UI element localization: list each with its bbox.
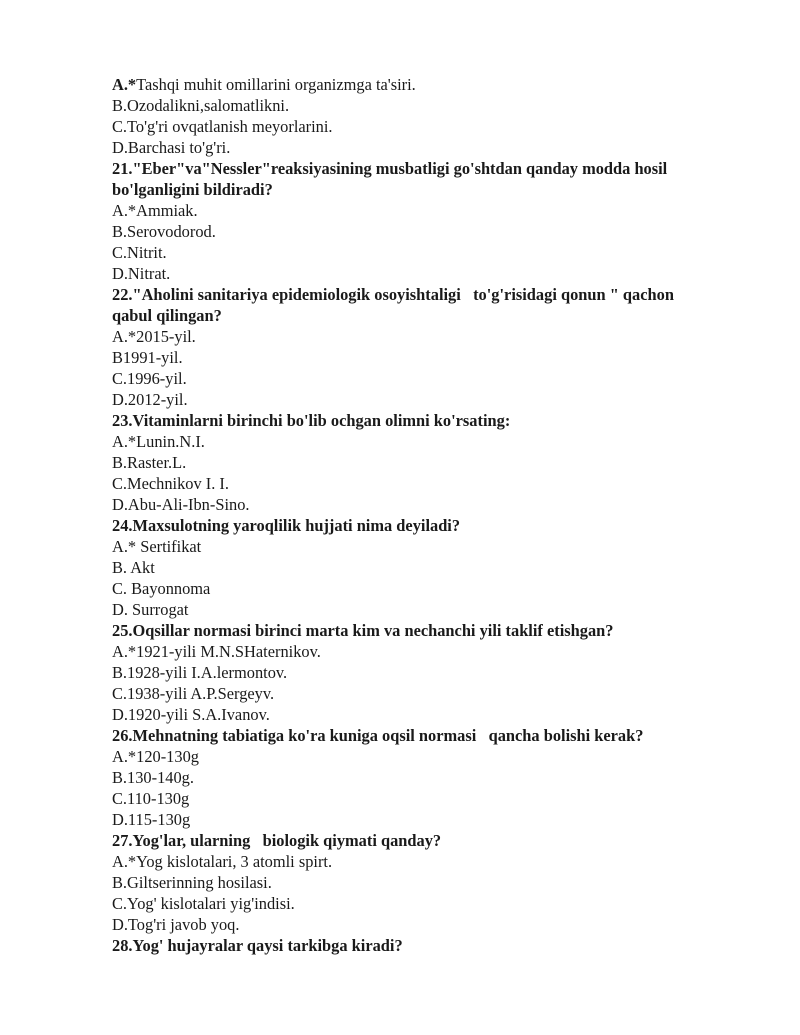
question-list bbox=[112, 74, 760, 956]
question-text: 21."Eber"va"Nessler"reaksiyasining musbatligi go'shtdan qanday modda hosil bbox=[112, 159, 668, 178]
answer-option: A.*Lunin.N.I. bbox=[112, 432, 205, 451]
answer-option: B1991-yil. bbox=[112, 348, 183, 367]
answer-option: C.1938-yili A.P.Sergeyv. bbox=[112, 684, 275, 703]
question-text: 28.Yog' hujayralar qaysi tarkibga kiradi? bbox=[112, 936, 403, 955]
answer-option: B.Serovodorod. bbox=[112, 222, 216, 241]
question-text: bo'lganligini bildiradi? bbox=[112, 180, 273, 199]
answer-option: A.* Sertifikat bbox=[112, 537, 202, 556]
answer-option: A.*Ammiak. bbox=[112, 201, 198, 220]
answer-option: B.130-140g. bbox=[112, 768, 194, 787]
answer-option: D.Barchasi to'g'ri. bbox=[112, 138, 231, 157]
answer-option: C.Nitrit. bbox=[112, 243, 167, 262]
answer-option: A.*Yog kislotalari, 3 atomli spirt. bbox=[112, 852, 333, 871]
answer-option: B.Raster.L. bbox=[112, 453, 187, 472]
answer-option: B. Akt bbox=[112, 558, 155, 577]
answer-text: Tashqi muhit omillarini organizmga ta'siri. bbox=[136, 75, 416, 94]
answer-option: A.*120-130g bbox=[112, 747, 199, 766]
question-text: qabul qilingan? bbox=[112, 306, 222, 325]
answer-option: B.1928-yili I.A.lermontov. bbox=[112, 663, 288, 682]
answer-prefix: A.* bbox=[112, 75, 137, 94]
answer-option: B.Giltserinning hosilasi. bbox=[112, 873, 272, 892]
question-text: 27.Yog'lar, ularning biologik qiymati qanday? bbox=[112, 831, 442, 850]
answer-option: D.2012-yil. bbox=[112, 390, 188, 409]
answer-option: D.Nitrat. bbox=[112, 264, 171, 283]
question-text: 26.Mehnatning tabiatiga ko'ra kuniga oqsil normasi qancha bolishi kerak? bbox=[112, 726, 644, 745]
answer-option: A.*2015-yil. bbox=[112, 327, 196, 346]
answer-option: D.115-130g bbox=[112, 810, 191, 829]
answer-option: C.1996-yil. bbox=[112, 369, 187, 388]
answer-option: B.Ozodalikni,salomatlikni. bbox=[112, 96, 290, 115]
question-text: 24.Maxsulotning yaroqlilik hujjati nima deyiladi? bbox=[112, 516, 461, 535]
answer-option: D.Abu-Ali-Ibn-Sino. bbox=[112, 495, 250, 514]
answer-option: C.To'g'ri ovqatlanish meyorlarini. bbox=[112, 117, 333, 136]
question-text: 25.Oqsillar normasi birinci marta kim va nechanchi yili taklif etishgan? bbox=[112, 621, 614, 640]
answer-option: C.Yog' kislotalari yig'indisi. bbox=[112, 894, 295, 913]
answer-option: C.110-130g bbox=[112, 789, 190, 808]
answer-option bbox=[112, 74, 760, 95]
answer-option: D.1920-yili S.A.Ivanov. bbox=[112, 705, 270, 724]
answer-option: C.Mechnikov I. I. bbox=[112, 474, 229, 493]
answer-option: D.Tog'ri javob yoq. bbox=[112, 915, 240, 934]
question-text: 22."Aholini sanitariya epidemiologik osoyishtaligi to'g'risidagi qonun " qachon bbox=[112, 285, 674, 304]
answer-option: A.*1921-yili M.N.SHaternikov. bbox=[112, 642, 321, 661]
question-text: 23.Vitaminlarni birinchi bo'lib ochgan olimni ko'rsating: bbox=[112, 411, 511, 430]
answer-option: D. Surrogat bbox=[112, 600, 189, 619]
answer-option: C. Bayonnoma bbox=[112, 579, 211, 598]
